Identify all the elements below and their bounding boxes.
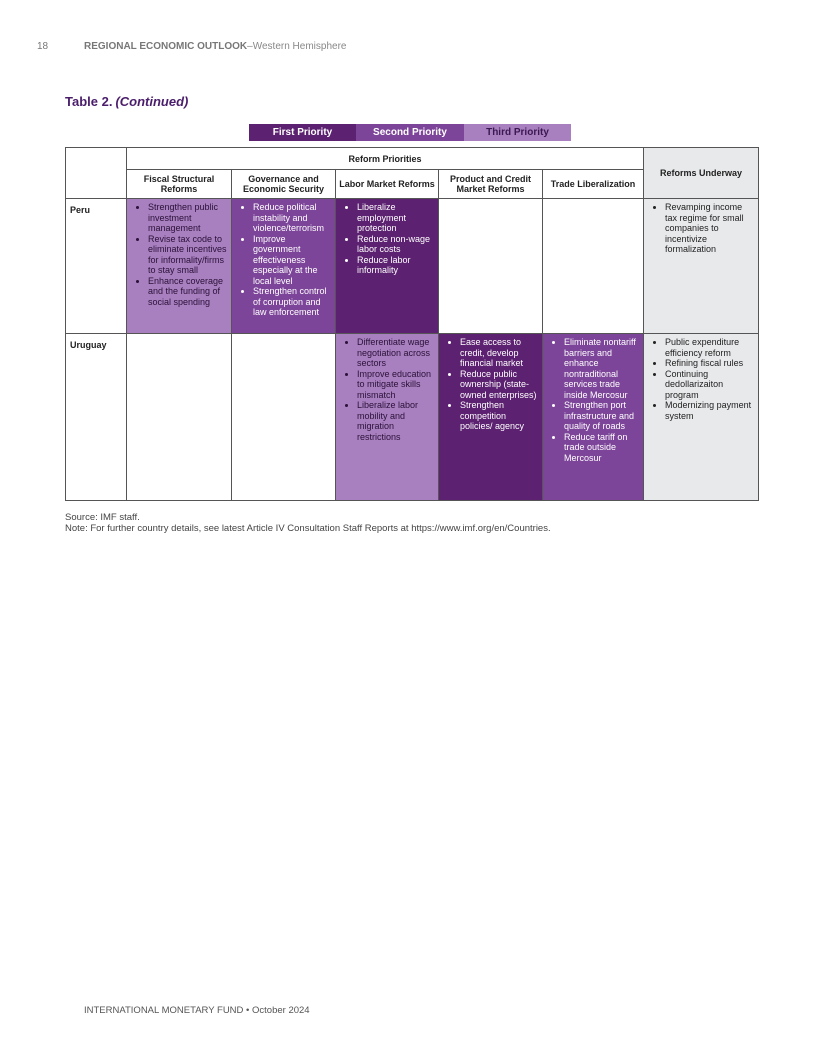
list-item: • Strengthen public investment management xyxy=(148,202,228,234)
country-peru: Peru xyxy=(66,199,127,334)
header-labor: Labor Market Reforms xyxy=(336,170,439,199)
table-notes xyxy=(65,512,551,534)
running-head-title: REGIONAL ECONOMIC OUTLOOK xyxy=(84,41,248,52)
cell-uruguay-trade xyxy=(543,334,644,501)
cell-peru-fiscal xyxy=(127,199,232,334)
list-item: • Modernizing payment system xyxy=(665,400,755,421)
list-item: • Strengthen control of corruption and law enforcement xyxy=(253,286,332,318)
legend-third-priority: Third Priority xyxy=(464,124,571,141)
list-item: • Liberalize employment protection xyxy=(357,202,435,234)
running-head xyxy=(84,41,346,52)
list-item: • Public expenditure efficiency reform xyxy=(665,337,755,358)
list-item: • Reduce public ownership (state-owned enterprises) xyxy=(460,369,539,401)
table-row-peru xyxy=(66,199,759,334)
cell-uruguay-governance xyxy=(232,334,336,501)
reform-table xyxy=(65,147,759,501)
list-item: • Revise tax code to eliminate incentives for informality/firms to stay small xyxy=(148,234,228,276)
source-line: Source: IMF staff. xyxy=(65,512,140,523)
cell-uruguay-underway xyxy=(644,334,759,501)
cell-uruguay-product xyxy=(439,334,543,501)
list-item: • Improve education to mitigate skills mismatch xyxy=(357,369,435,401)
header-reform-priorities: Reform Priorities xyxy=(127,148,644,170)
list-item: • Reduce tariff on trade outside Mercosur xyxy=(564,432,640,464)
legend-first-priority: First Priority xyxy=(249,124,356,141)
list-item: • Eliminate nontariff barriers and enhance nontraditional services trade inside Mercosur xyxy=(564,337,640,400)
country-uruguay: Uruguay xyxy=(66,334,127,501)
cell-peru-labor xyxy=(336,199,439,334)
legend-second-priority: Second Priority xyxy=(356,124,464,141)
list-item: • Revamping income tax regime for small companies to incentivize formalization xyxy=(665,202,755,255)
header-product-credit: Product and Credit Market Reforms xyxy=(439,170,543,199)
header-reforms-underway: Reforms Underway xyxy=(644,148,759,199)
page-footer: INTERNATIONAL MONETARY FUND • October 2024 xyxy=(84,1005,310,1016)
list-item: • Continuing dedollarizaiton program xyxy=(665,369,755,401)
cell-uruguay-labor xyxy=(336,334,439,501)
list-item: • Strengthen port infrastructure and quality of roads xyxy=(564,400,640,432)
list-item: • Reduce non-wage labor costs xyxy=(357,234,435,255)
list-item: • Strengthen competition policies/ agency xyxy=(460,400,539,432)
cell-peru-governance xyxy=(232,199,336,334)
header-fiscal: Fiscal Structural Reforms xyxy=(127,170,232,199)
list-item: • Ease access to credit, develop financial market xyxy=(460,337,539,369)
note-line: Note: For further country details, see latest Article IV Consultation Staff Reports at https://www.imf.org/en/Countries. xyxy=(65,523,551,534)
running-head-subtitle: –Western Hemisphere xyxy=(247,41,347,52)
table-title xyxy=(65,94,188,109)
list-item: • Refining fiscal rules xyxy=(665,358,755,369)
page-number: 18 xyxy=(37,41,49,52)
list-item: • Enhance coverage and the funding of social spending xyxy=(148,276,228,308)
table-label: Table 2. xyxy=(65,94,113,109)
cell-uruguay-fiscal xyxy=(127,334,232,501)
cell-peru-underway xyxy=(644,199,759,334)
list-item: • Reduce political instability and violence/terrorism xyxy=(253,202,332,234)
list-item: • Liberalize labor mobility and migration restrictions xyxy=(357,400,435,442)
list-item: • Reduce labor informality xyxy=(357,255,435,276)
table-suffix: (Continued) xyxy=(115,94,189,109)
corner-cell xyxy=(66,148,127,199)
header-governance: Governance and Economic Security xyxy=(232,170,336,199)
cell-peru-product xyxy=(439,199,543,334)
cell-peru-trade xyxy=(543,199,644,334)
list-item: • Differentiate wage negotiation across sectors xyxy=(357,337,435,369)
table-row-uruguay xyxy=(66,334,759,501)
header-trade: Trade Liberalization xyxy=(543,170,644,199)
list-item: • Improve government effectiveness especially at the local level xyxy=(253,234,332,287)
priority-legend xyxy=(249,124,571,141)
